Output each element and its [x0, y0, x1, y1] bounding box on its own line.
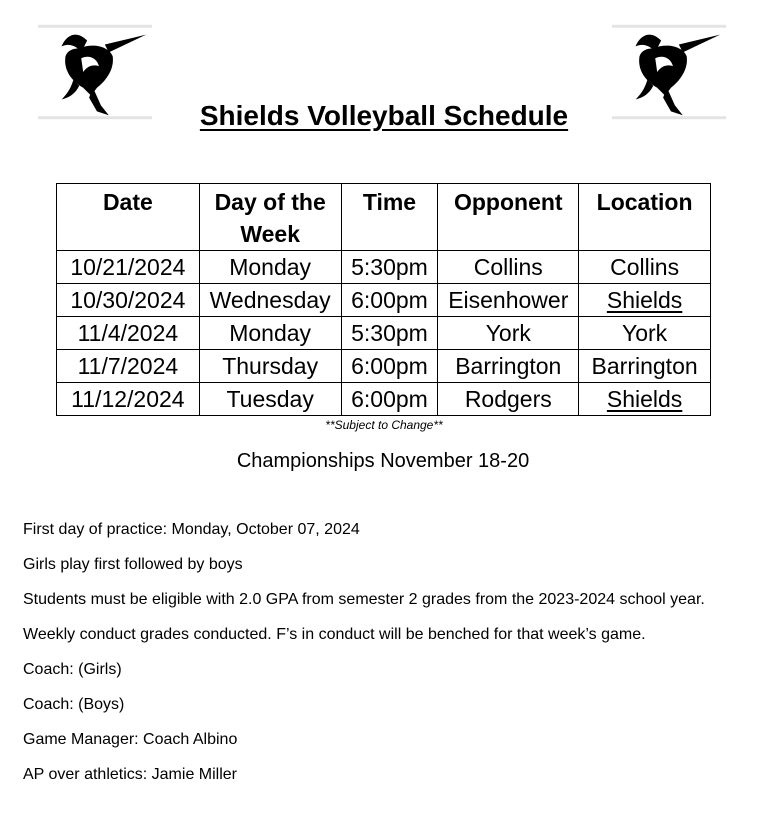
cell-day: Monday [199, 317, 341, 350]
cell-location: Barrington [579, 350, 711, 383]
cell-opponent: Eisenhower [438, 284, 579, 317]
header-opponent: Opponent [438, 184, 579, 251]
cell-time: 6:00pm [341, 350, 438, 383]
header-date: Date [57, 184, 200, 251]
cell-time: 6:00pm [341, 284, 438, 317]
table-header-row [57, 184, 711, 251]
header-location: Location [579, 184, 711, 251]
page-title [0, 100, 768, 132]
cell-location: York [579, 317, 711, 350]
cell-day: Tuesday [199, 383, 341, 416]
note-coach-boys: Coach: (Boys) [23, 696, 125, 713]
cell-date: 11/12/2024 [57, 383, 200, 416]
page-title-text: Shields Volleyball Schedule [199, 100, 569, 131]
cell-date: 11/7/2024 [57, 350, 200, 383]
header-time: Time [341, 184, 438, 251]
cell-location [579, 383, 711, 416]
header-day: Day of the Week [199, 184, 341, 251]
cell-time: 6:00pm [341, 383, 438, 416]
note-coach-girls: Coach: (Girls) [23, 661, 122, 678]
cell-location [579, 284, 711, 317]
cell-day: Monday [199, 251, 341, 284]
cell-day: Thursday [199, 350, 341, 383]
table-row [57, 317, 711, 350]
cell-opponent: Collins [438, 251, 579, 284]
notes-section [23, 518, 728, 798]
cell-opponent: York [438, 317, 579, 350]
cell-location: Collins [579, 251, 711, 284]
note-play-order: Girls play first followed by boys [23, 556, 243, 573]
cell-time: 5:30pm [341, 317, 438, 350]
location-link[interactable]: Shields [606, 287, 683, 313]
table-row [57, 383, 711, 416]
note-conduct: Weekly conduct grades conducted. F’s in conduct will be benched for that week’s game. [23, 626, 646, 643]
subject-to-change-note: **Subject to Change** [325, 418, 443, 432]
note-ap-athletics: AP over athletics: Jamie Miller [23, 766, 237, 783]
note-eligibility: Students must be eligible with 2.0 GPA from semester 2 grades from the 2023-2024 school year. [23, 591, 705, 608]
cell-opponent: Rodgers [438, 383, 579, 416]
location-link[interactable]: Shields [606, 386, 683, 412]
championships-line: Championships November 18-20 [236, 450, 530, 472]
note-practice: First day of practice: Monday, October 07, 2024 [23, 521, 360, 538]
table-row [57, 284, 711, 317]
table-row [57, 350, 711, 383]
cell-date: 11/4/2024 [57, 317, 200, 350]
table-row [57, 251, 711, 284]
schedule-table [56, 183, 711, 416]
cell-date: 10/21/2024 [57, 251, 200, 284]
cell-date: 10/30/2024 [57, 284, 200, 317]
cell-day: Wednesday [199, 284, 341, 317]
cell-opponent: Barrington [438, 350, 579, 383]
note-game-manager: Game Manager: Coach Albino [23, 731, 238, 748]
cell-time: 5:30pm [341, 251, 438, 284]
